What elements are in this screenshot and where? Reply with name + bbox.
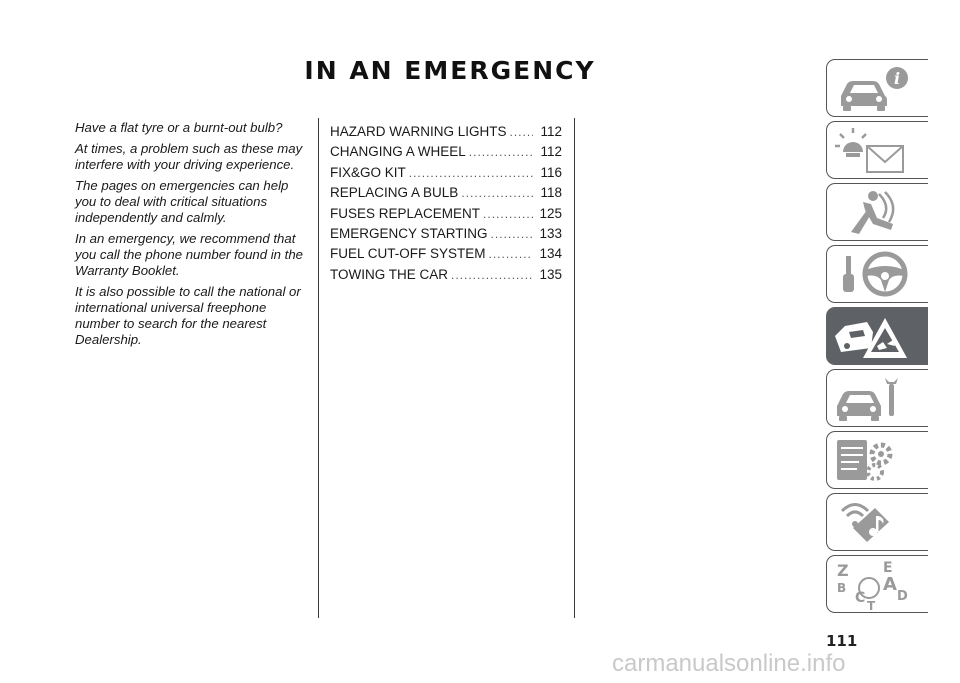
index-letter: C — [855, 590, 866, 606]
table-of-contents — [330, 124, 562, 287]
index-letter: D — [897, 589, 908, 604]
tab-in-an-emergency[interactable] — [826, 307, 928, 365]
tab-index[interactable] — [826, 555, 928, 613]
toc-entry-page: 118 — [540, 185, 562, 201]
technical-data-gears-icon — [827, 432, 927, 488]
index-letter: T — [867, 599, 876, 612]
toc-entry-label: REPLACING A BULB — [330, 185, 459, 201]
car-info-icon — [827, 60, 927, 116]
toc-entry-label: CHANGING A WHEEL — [330, 144, 466, 160]
car-maintenance-wrench-icon — [827, 370, 927, 426]
index-letter: E — [883, 560, 893, 576]
watermark: carmanualsonline.info — [612, 650, 846, 677]
toc-entry-page: 125 — [539, 205, 562, 221]
toc-entry-emergency-starting[interactable] — [330, 226, 562, 246]
key-steering-wheel-icon — [827, 246, 927, 302]
toc-entry-label: FUEL CUT-OFF SYSTEM — [330, 246, 486, 262]
toc-entry-page: 133 — [539, 225, 562, 241]
emergency-triangle-icon — [827, 308, 927, 364]
page-number: 111 — [826, 632, 858, 650]
index-letter: B — [837, 581, 847, 595]
toc-entry-page: 134 — [539, 246, 562, 262]
toc-entry-fuses-replacement[interactable] — [330, 206, 562, 226]
toc-entry-page: 135 — [539, 266, 562, 282]
airbag-safety-icon — [827, 184, 927, 240]
tab-multimedia[interactable] — [826, 493, 928, 551]
toc-entry-page: 116 — [540, 164, 562, 180]
tab-technical-data[interactable] — [826, 431, 928, 489]
intro-paragraph: The pages on emergencies can help you to deal with critical situations independently and calmly. — [75, 178, 289, 225]
page-title: IN AN EMERGENCY — [304, 56, 596, 85]
toc-entry-fuel-cut-off-system[interactable] — [330, 246, 562, 266]
tab-knowing-your-car[interactable] — [826, 59, 928, 117]
column-divider-right — [574, 118, 575, 618]
toc-entry-page: 112 — [540, 144, 562, 160]
intro-paragraph: Have a flat tyre or a burnt-out bulb? — [75, 120, 283, 135]
tab-safety[interactable] — [826, 183, 928, 241]
index-letter: A — [883, 574, 897, 595]
intro-text — [75, 120, 310, 353]
toc-entry-page: 112 — [540, 124, 562, 139]
toc-entry-changing-a-wheel[interactable] — [330, 144, 562, 164]
toc-entry-label: FUSES REPLACEMENT — [330, 205, 481, 221]
intro-paragraph: In an emergency, we recommend that you call the phone number found in the Warranty Booklet. — [75, 231, 304, 278]
toc-entry-towing-the-car[interactable] — [330, 267, 562, 287]
toc-entry-hazard-warning-lights[interactable] — [330, 124, 562, 144]
index-letter: Z — [837, 561, 849, 580]
toc-entry-label: FIX&GO KIT — [330, 164, 406, 180]
toc-entry-label: EMERGENCY STARTING — [330, 225, 488, 241]
toc-entry-fix-go-kit[interactable] — [330, 165, 562, 185]
multimedia-icon — [827, 494, 927, 550]
toc-entry-label: TOWING THE CAR — [330, 266, 449, 282]
intro-paragraph: It is also possible to call the national or international universal freephone number to search for the nearest Dealership. — [75, 284, 301, 347]
svg-text:i: i — [893, 69, 901, 88]
tab-starting-and-driving[interactable] — [826, 245, 928, 303]
intro-paragraph: At times, a problem such as these may interfere with your driving experience. — [75, 141, 303, 172]
toc-entry-label: HAZARD WARNING LIGHTS — [330, 124, 507, 139]
column-divider-left — [318, 118, 319, 618]
toc-entry-replacing-a-bulb[interactable] — [330, 185, 562, 205]
tab-warning-lights-messages[interactable] — [826, 121, 928, 179]
tab-servicing-and-care[interactable] — [826, 369, 928, 427]
warning-lights-message-icon — [827, 122, 927, 178]
alphabetical-index-icon — [827, 556, 927, 612]
